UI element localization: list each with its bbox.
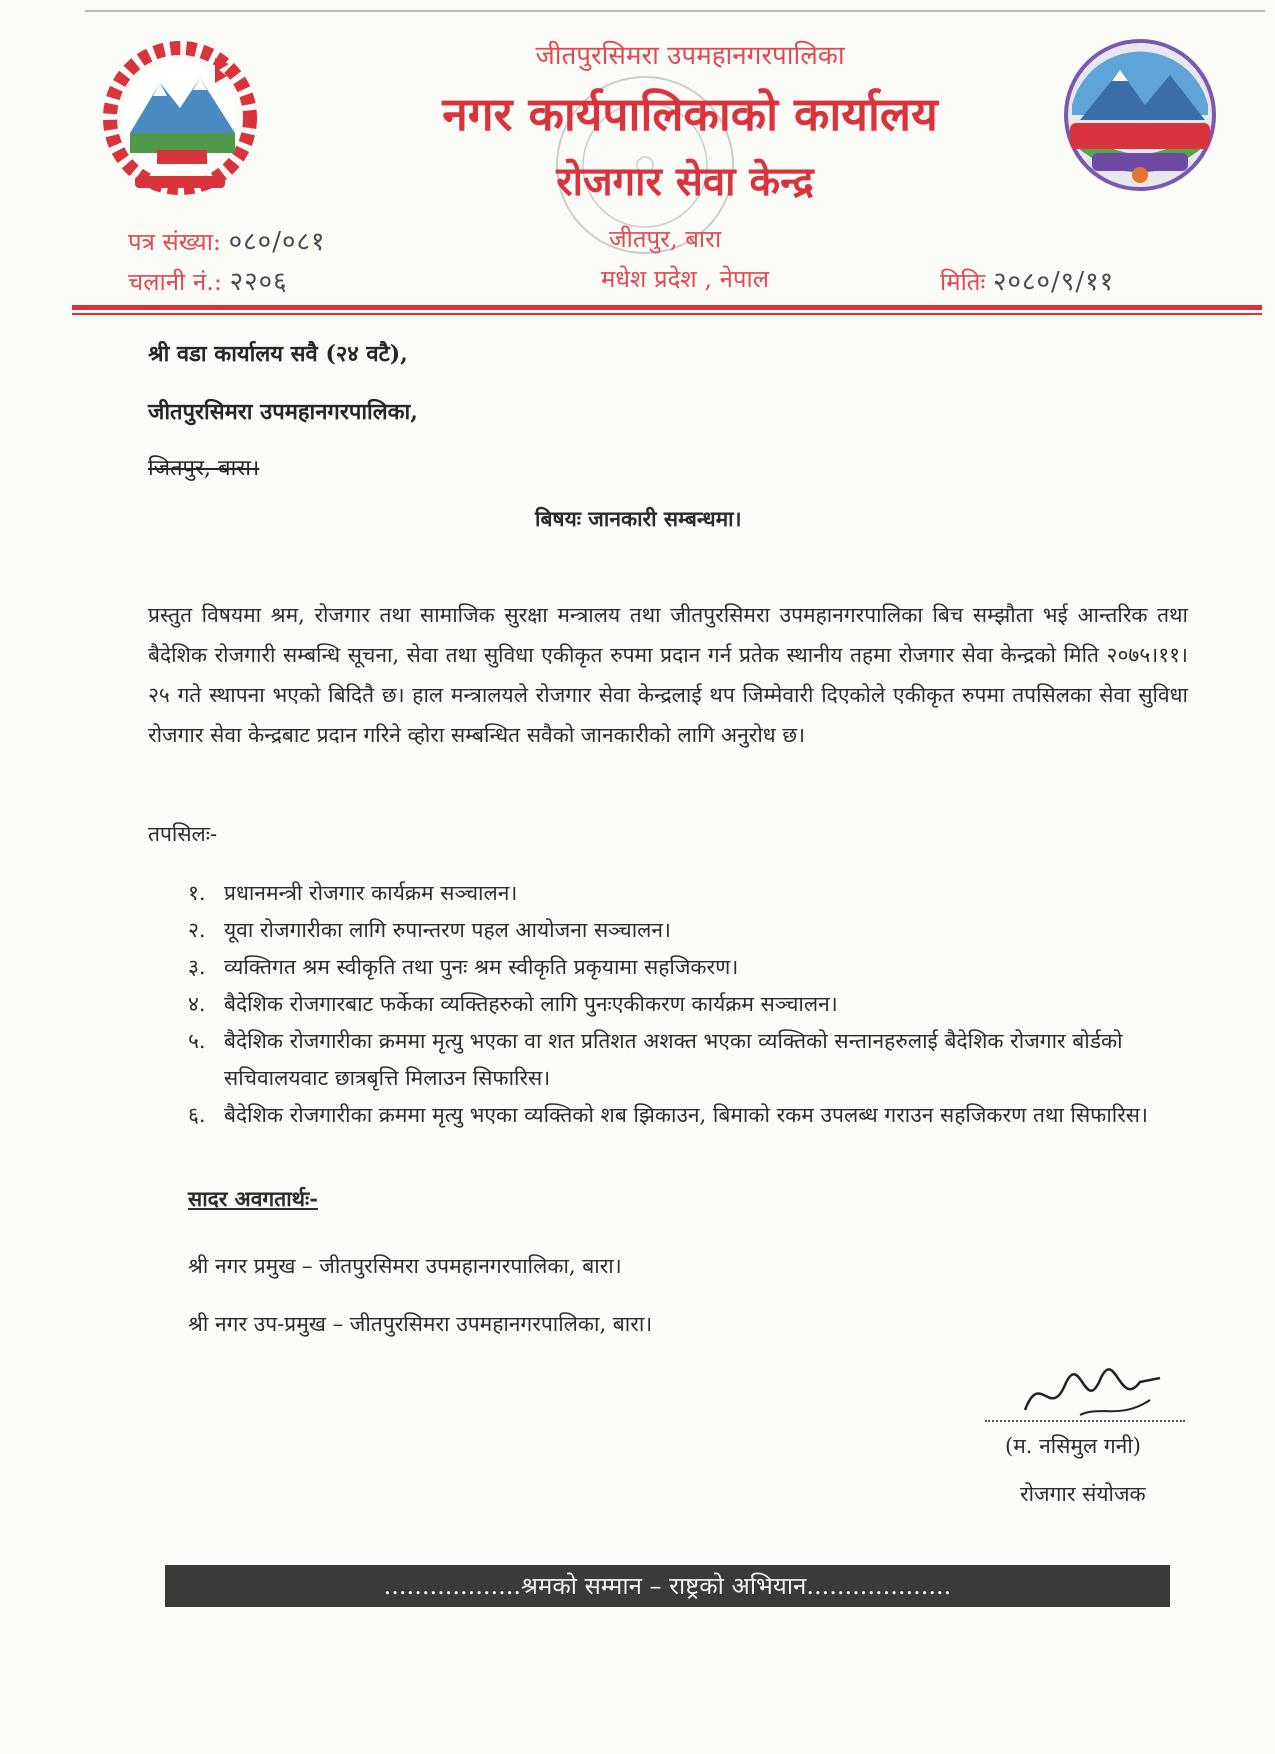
cc-line-1: श्री नगर प्रमुख – जीतपुरसिमरा उपमहानगरपालिका, बारा। (188, 1254, 622, 1278)
header-divider (72, 305, 1262, 310)
header-divider-thin (72, 313, 1262, 315)
list-item-text: बैदेशिक रोजगारबाट फर्केका व्यक्तिहरुको लागि पुनःएकीकरण कार्यक्रम सञ्चालन। (224, 992, 838, 1016)
signature-line (985, 1420, 1185, 1422)
dispatch-number (128, 262, 288, 298)
letter-body: प्रस्तुत विषयमा श्रम, रोजगार तथा सामाजिक सुरक्षा मन्त्रालय तथा जीतपुरसिमरा उपमहानगरपालिका बिच सम्झौता भई आन्तरिक तथा बैदेशिक रोजगारी सम्बन्धि सूचना, सेवा तथा सुविधा एकीकृत रुपमा प्रदान गर्न प्रतेक स्थानीय तहमा रोजगार सेवा केन्द्रको मिति २०७५।११।२५ गते स्थापना भएको बिदितै छ। हाल मन्त्रालयले रोजगार सेवा केन्द्रलाई थप जिम्मेवारी दिएकोले एकीकृत रुपमा तपसिलका सेवा सुविधा रोजगार सेवा केन्द्रबाट प्रदान गरिने व्होरा सम्बन्धित सवैको जानकारीको लागि अनुरोध छ। (148, 603, 1188, 747)
letter-number-value: ०८०/०८१ (228, 227, 326, 257)
list-item-number: ४. (188, 992, 206, 1016)
addressee-line-1: श्री वडा कार्यालय सवै (२४ वटै), (148, 341, 408, 367)
office-title: नगर कार्यपालिकाको कार्यालय (442, 87, 938, 141)
schedule-label: तपसिलः- (148, 822, 218, 846)
nepal-emblem-logo (95, 38, 265, 202)
pm-employment-program-logo (1060, 35, 1220, 199)
schedule-list (188, 875, 1178, 1134)
list-item-text: बैदेशिक रोजगारीका क्रममा मृत्यु भएका व्यक्तिको शब झिकाउन, बिमाको रकम उपलब्ध गराउन सहजिकरण तथा सिफारिस। (224, 1103, 1148, 1127)
cc-line-2: श्री नगर उप-प्रमुख – जीतपुरसिमरा उपमहानगरपालिका, बारा। (188, 1312, 653, 1336)
list-item-number: १. (188, 881, 206, 905)
top-rule (85, 10, 1265, 12)
list-item (188, 949, 1178, 986)
list-item (188, 1023, 1178, 1097)
letter-number-label: पत्र संख्या: (128, 228, 221, 256)
letter-subject: बिषयः जानकारी सम्बन्धमा। (535, 506, 742, 531)
addressee-line-2: जीतपुरसिमरा उपमहानगरपालिका, (148, 399, 418, 425)
letter-date-label: मितिः (940, 268, 986, 296)
list-item (188, 1097, 1178, 1134)
letter-number (128, 222, 326, 258)
city-line: जीतपुर, बारा (608, 225, 722, 253)
province-line: मधेश प्रदेश , नेपाल (600, 265, 770, 293)
addressee-line-3: जितपुर, बारा। (148, 456, 260, 481)
list-item-text: प्रधानमन्त्री रोजगार कार्यक्रम सञ्चालन। (224, 881, 518, 905)
list-item-text: बैदेशिक रोजगारीका क्रममा मृत्यु भएका वा शत प्रतिशत अशक्त भएका व्यक्तिको सन्तानहरुलाई बैदेशिक रोजगार बोर्डको सचिवालयवाट छात्रबृत्ति मिलाउन सिफारिस। (224, 1029, 1123, 1090)
signer-name: (म. नसिमुल गनी) (1005, 1434, 1141, 1458)
letter-date (940, 262, 1114, 298)
center-name: रोजगार सेवा केन्द्र (556, 158, 814, 205)
signer-title: रोजगार संयोजक (1020, 1482, 1146, 1506)
list-item-text: यूवा रोजगारीका लागि रुपान्तरण पहल आयोजना सञ्चालन। (224, 918, 672, 942)
list-item-number: २. (188, 918, 206, 942)
list-item-number: ५. (188, 1029, 206, 1053)
letter-date-value: २०८०/९/११ (992, 267, 1115, 297)
handwritten-signature (1020, 1360, 1170, 1434)
cc-label: सादर अवगतार्थः- (188, 1186, 319, 1211)
footer-slogan: ..................श्रमको सम्मान – राष्ट्रको अभियान................... (165, 1565, 1170, 1607)
list-item-number: ६. (188, 1103, 206, 1127)
list-item (188, 912, 1178, 949)
dispatch-number-label: चलानी नं.: (128, 268, 222, 296)
list-item (188, 986, 1178, 1023)
office-name: जीतपुरसिमरा उपमहानगरपालिका (535, 41, 845, 71)
list-item-number: ३. (188, 955, 206, 979)
list-item (188, 875, 1178, 912)
dispatch-number-value: २२०६ (229, 267, 288, 297)
list-item-text: व्यक्तिगत श्रम स्वीकृति तथा पुनः श्रम स्वीकृति प्रकृयामा सहजिकरण। (224, 955, 739, 979)
